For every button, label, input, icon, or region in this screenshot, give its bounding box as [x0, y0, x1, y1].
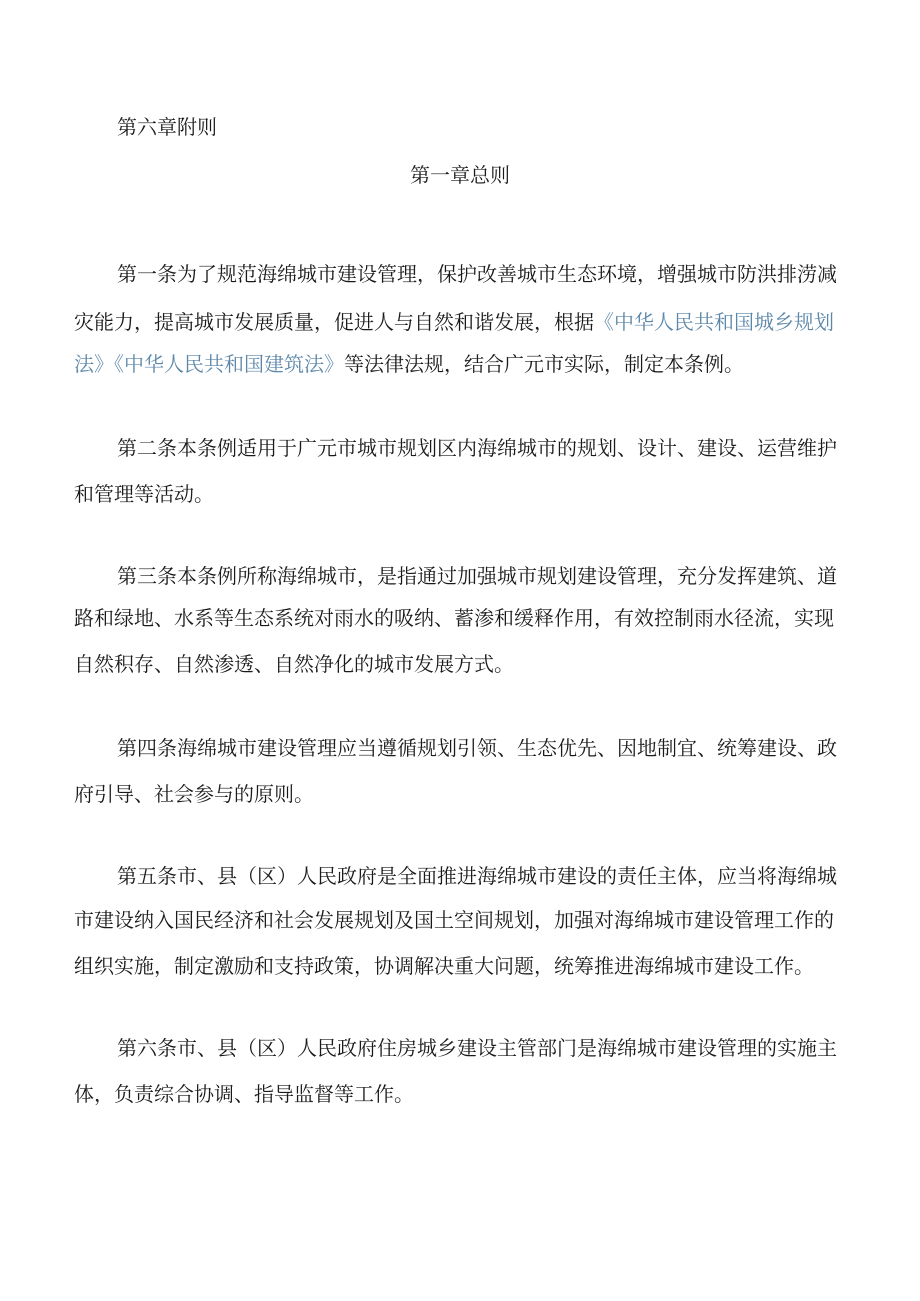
article-3-line-1: 第三条本条例所称海绵城市，是指通过加强城市规划建设管理，充分发挥建筑、道	[117, 564, 837, 588]
article-1-line-3	[74, 352, 744, 376]
article-6-line-1: 第六条市、县（区）人民政府住房城乡建设主管部门是海绵城市建设管理的实施主	[117, 1036, 837, 1060]
article-6-line-2: 体，负责综合协调、指导监督等工作。	[74, 1082, 414, 1106]
law-link-urban-rural-planning[interactable]: 《中华人民共和国城乡规划	[594, 310, 834, 334]
article-2-line-1: 第二条本条例适用于广元市城市规划区内海绵城市的规划、设计、建设、运营维护	[117, 436, 837, 460]
article-1-line-3-text: 等法律法规，结合广元市实际，制定本条例。	[344, 352, 744, 376]
article-3-line-3: 自然积存、自然渗透、自然净化的城市发展方式。	[74, 652, 514, 676]
article-1-line-1: 第一条为了规范海绵城市建设管理，保护改善城市生态环境，增强城市防洪排涝减	[117, 262, 837, 286]
article-4-line-1: 第四条海绵城市建设管理应当遵循规划引领、生态优先、因地制宜、统筹建设、政	[117, 736, 837, 760]
article-5-line-1: 第五条市、县（区）人民政府是全面推进海绵城市建设的责任主体，应当将海绵城	[117, 864, 837, 888]
article-2-line-2: 和管理等活动。	[74, 482, 214, 506]
law-link-construction[interactable]: 法》《中华人民共和国建筑法》	[74, 352, 344, 376]
article-3-line-2: 路和绿地、水系等生态系统对雨水的吸纳、蓄渗和缓释作用，有效控制雨水径流，实现	[74, 606, 834, 630]
chapter-title: 第一章总则	[410, 163, 510, 187]
article-1-line-2-text: 灾能力，提高城市发展质量，促进人与自然和谐发展，根据	[74, 310, 594, 334]
article-1-line-2	[74, 310, 834, 334]
article-4-line-2: 府引导、社会参与的原则。	[74, 782, 314, 806]
article-5-line-2: 市建设纳入国民经济和社会发展规划及国土空间规划，加强对海绵城市建设管理工作的	[74, 908, 834, 932]
article-5-line-3: 组织实施，制定激励和支持政策，协调解决重大问题，统筹推进海绵城市建设工作。	[74, 954, 814, 978]
toc-entry: 第六章附则	[117, 115, 217, 139]
